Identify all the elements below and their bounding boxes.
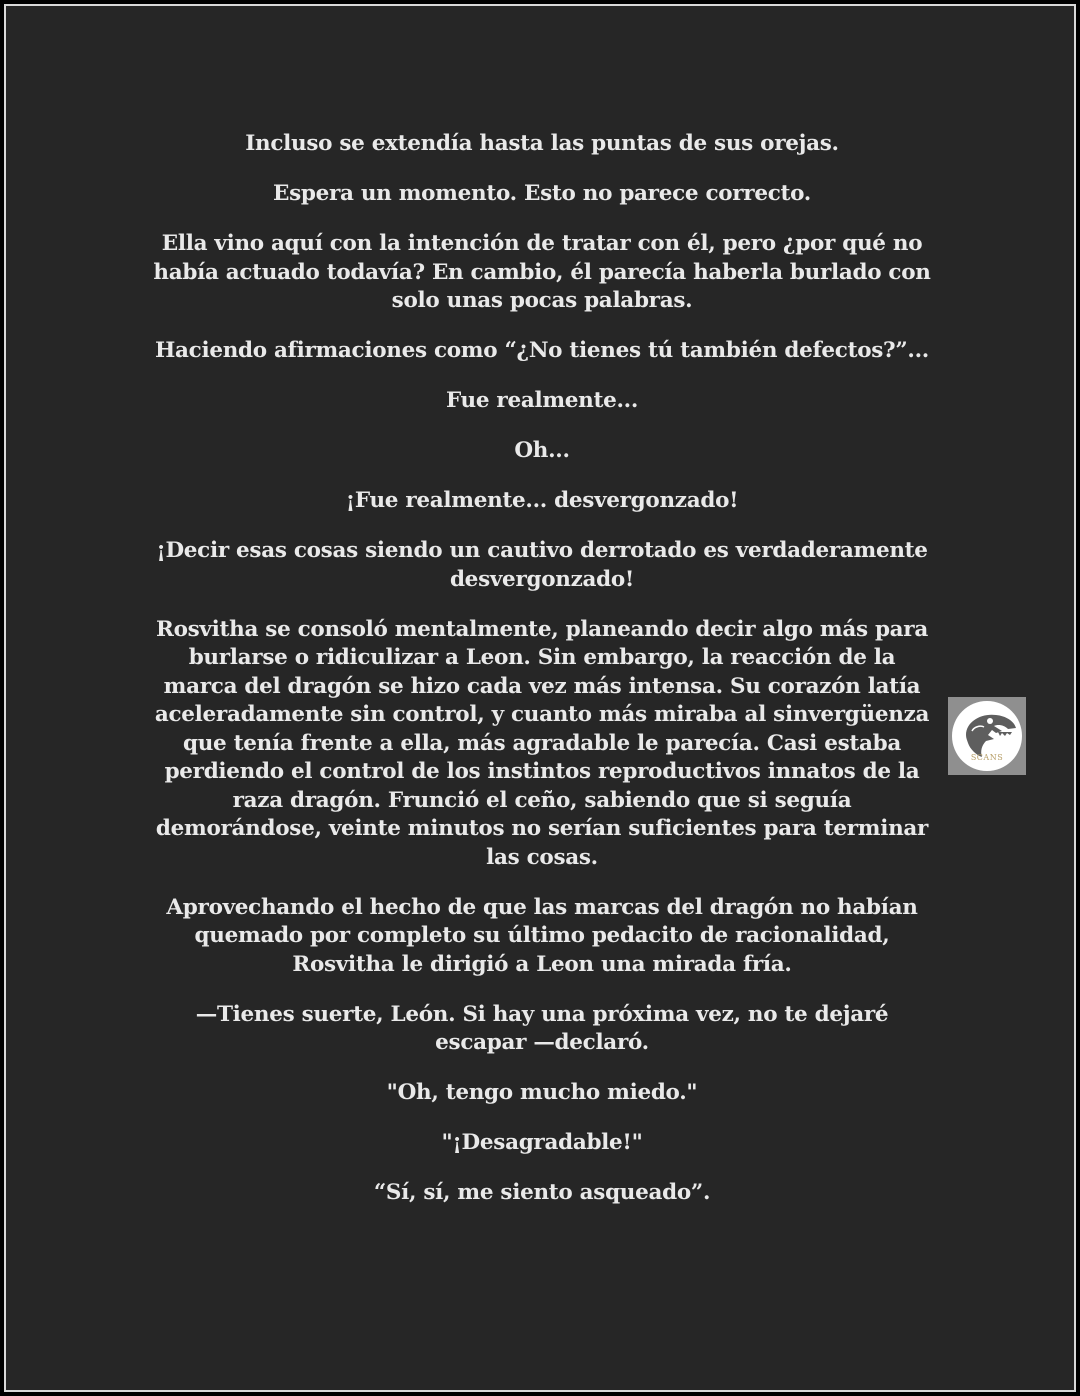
paragraph: Incluso se extendía hasta las puntas de sus orejas.: [245, 131, 839, 156]
paragraph: Fue realmente...: [445, 388, 639, 413]
paragraph: "Oh, tengo mucho miedo.": [386, 1080, 698, 1105]
paragraph: ¡Decir esas cosas siendo un cautivo derrotado es verdaderamente desvergonzado!: [156, 538, 928, 592]
paragraph: “Sí, sí, me siento asqueado”.: [373, 1180, 711, 1205]
scanlation-watermark: [948, 697, 1026, 775]
paragraph: Oh...: [514, 438, 570, 463]
paragraph: ¡Fue realmente... desvergonzado!: [345, 488, 739, 513]
paragraph: Espera un momento. Esto no parece correcto.: [273, 181, 811, 206]
paragraph: —Tienes suerte, León. Si hay una próxima vez, no te dejaré escapar —declaró.: [195, 1001, 889, 1055]
paragraph: "¡Desagradable!": [441, 1130, 643, 1155]
watermark-text: SCANS: [970, 753, 1004, 762]
story-text: [152, 130, 932, 1229]
page-frame: [4, 4, 1076, 1392]
paragraph: Aprovechando el hecho de que las marcas del dragón no habían quemado por completo su último pedacito de racionalidad, Rosvitha le dirigió a Leon una mirada fría.: [166, 894, 918, 977]
paragraph: Haciendo afirmaciones como “¿No tienes tú también defectos?”...: [155, 338, 929, 363]
watermark-logo: [952, 701, 1022, 771]
paragraph: Rosvitha se consoló mentalmente, planeando decir algo más para burlarse o ridiculizar a Leon. Sin embargo, la reacción de la marca del dragón se hizo cada vez más intensa. Su corazón latía aceleradamente sin control, y cuanto más miraba al sinvergüenza que tenía frente a ella, más agradable le parecía. Casi estaba perdiendo el control de los instintos reproductivos innatos de la raza dragón. Frunció el ceño, sabiendo que si seguía demorándose, veinte minutos no serían suficientes para terminar las cosas.: [154, 616, 930, 870]
paragraph: Ella vino aquí con la intención de tratar con él, pero ¿por qué no había actuado todavía? En cambio, él parecía haberla burlado con solo unas pocas palabras.: [153, 231, 931, 313]
